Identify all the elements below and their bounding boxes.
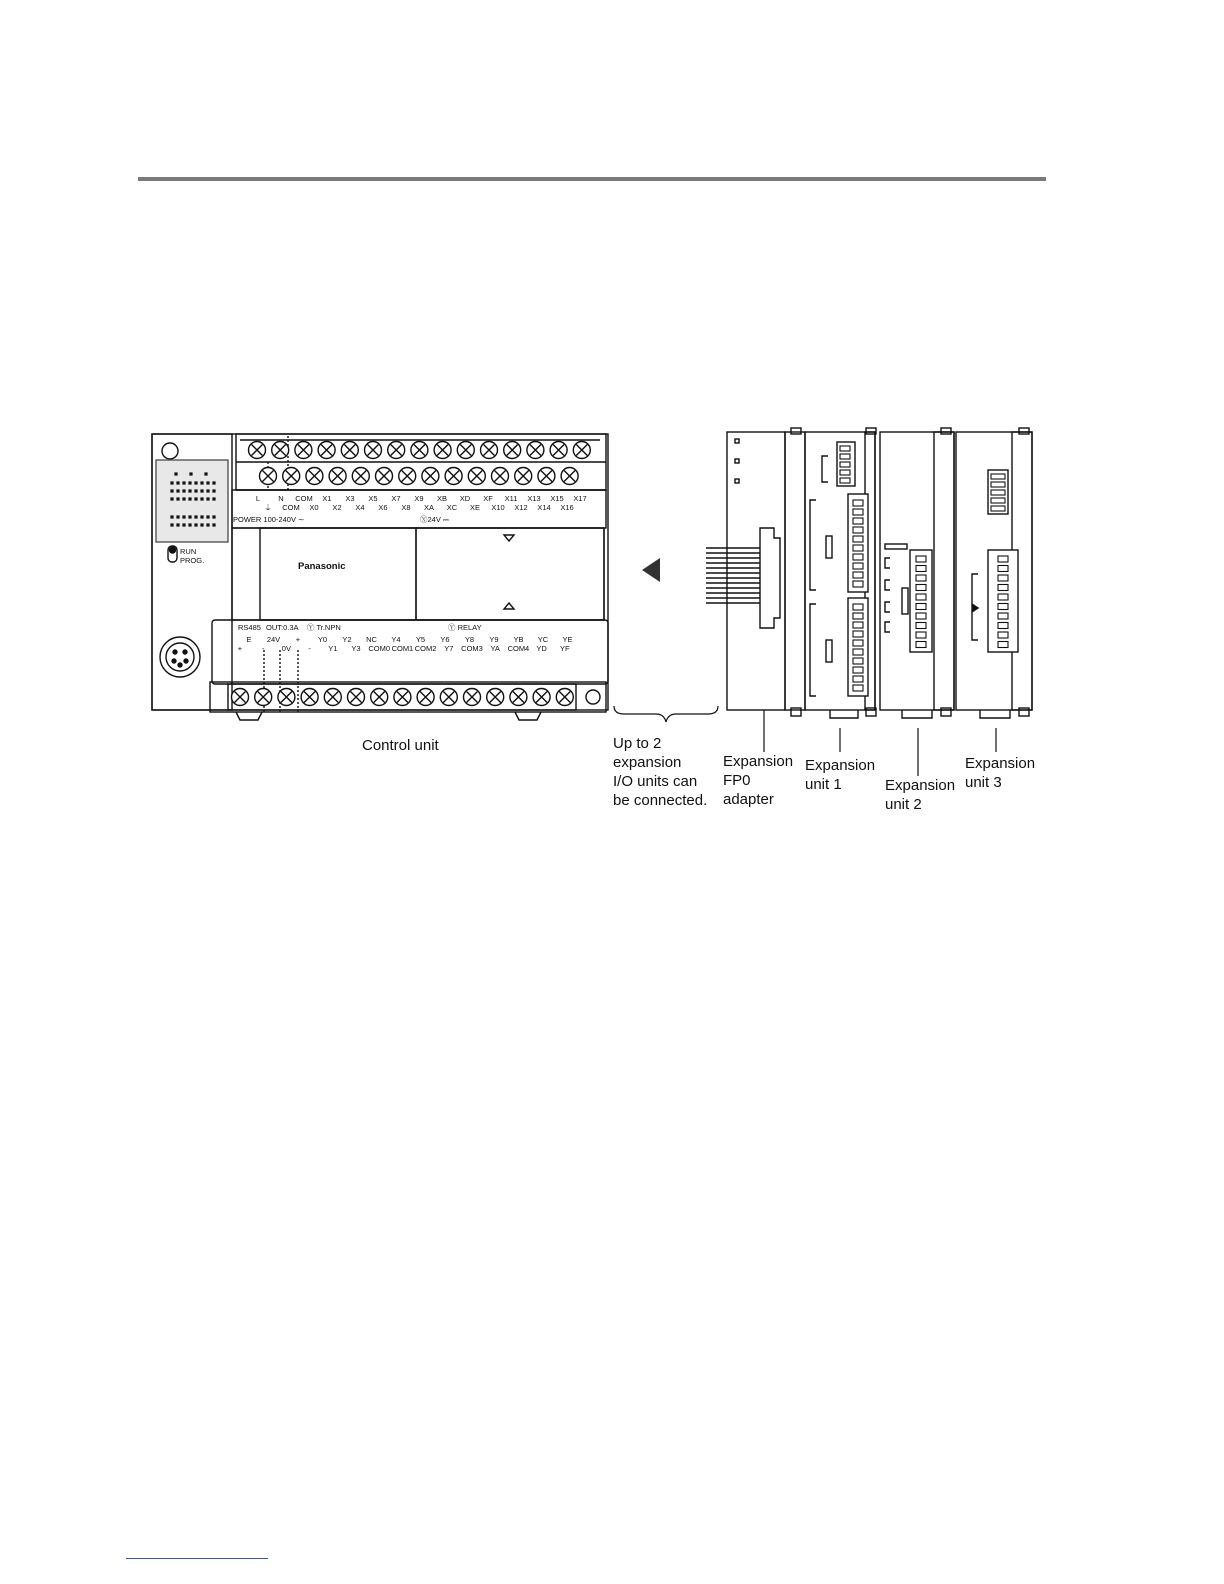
expansion-unit-2-caption — [885, 776, 955, 814]
led-indicator — [194, 481, 197, 484]
led-indicator — [204, 472, 207, 475]
brand-logo: Panasonic — [298, 561, 346, 572]
connector-pin — [853, 658, 863, 664]
terminal-screw-icon — [411, 442, 428, 459]
terminal-label: YE — [562, 635, 573, 644]
connector-pin — [853, 572, 863, 578]
top-terminal-screws-row1 — [249, 442, 591, 459]
connector-pin — [840, 470, 850, 475]
terminal-label: YD — [536, 644, 547, 653]
expansion-note-line: expansion — [613, 754, 682, 771]
terminal-label: X17 — [573, 494, 587, 503]
connector-pin — [853, 509, 863, 515]
terminal-label: COM0 — [368, 644, 391, 653]
connector-pin — [916, 642, 926, 648]
terminal-label: 24V — [266, 635, 281, 644]
caption-line: unit 3 — [965, 774, 1002, 791]
terminal-screw-icon — [232, 689, 249, 706]
terminal-screw-icon — [510, 689, 527, 706]
led-indicator — [188, 523, 191, 526]
terminal-label: X8 — [401, 503, 411, 512]
run-label: RUN — [180, 547, 197, 556]
terminal-label: Y8 — [464, 635, 475, 644]
terminal-label: XE — [469, 503, 481, 512]
terminal-screw-icon — [550, 442, 567, 459]
terminal-label: COM1 — [391, 644, 414, 653]
terminal-label: 0V — [281, 644, 291, 653]
insert-arrow-icon — [642, 558, 660, 582]
led-indicator — [200, 481, 203, 484]
caption-line: unit 2 — [885, 796, 922, 813]
terminal-label: ⏚ — [264, 503, 272, 512]
terminal-screw-icon — [272, 442, 289, 459]
terminal-screw-icon — [278, 689, 295, 706]
terminal-label: COM — [295, 494, 313, 503]
terminal-screw-icon — [255, 689, 272, 706]
expansion-unit-1-caption — [805, 756, 875, 794]
connector-pin — [840, 462, 850, 467]
expansion-assembly — [706, 428, 1032, 718]
terminal-label: NC — [366, 635, 377, 644]
expansion-note-line: be connected. — [613, 792, 708, 809]
terminal-label: Y0 — [317, 635, 328, 644]
terminal-label: X16 — [560, 503, 574, 512]
terminal-screw-icon — [515, 468, 532, 485]
led-indicator — [206, 515, 209, 518]
terminal-screw-icon — [504, 442, 521, 459]
terminal-label: Y5 — [415, 635, 426, 644]
terminal-screw-icon — [371, 689, 388, 706]
connector-pin — [853, 631, 863, 637]
led-indicator — [212, 523, 215, 526]
connector-pin — [998, 613, 1008, 619]
led-indicator — [170, 489, 173, 492]
terminal-label: X15 — [550, 494, 564, 503]
led-indicator — [194, 497, 197, 500]
terminal-screw-icon — [440, 689, 457, 706]
input-supply-label: Ⓧ24V ⎓ — [420, 515, 449, 524]
terminal-label: X0 — [309, 503, 319, 512]
terminal-screw-icon — [260, 468, 277, 485]
led-indicator — [170, 481, 173, 484]
terminal-label: - — [308, 644, 311, 653]
led-indicator — [212, 489, 215, 492]
connector-pin — [998, 642, 1008, 648]
terminal-screw-icon — [464, 689, 481, 706]
connector-pin — [853, 545, 863, 551]
terminal-screw-icon — [573, 442, 590, 459]
connector-pin — [998, 566, 1008, 572]
terminal-label: YA — [490, 644, 500, 653]
terminal-screw-icon — [468, 468, 485, 485]
connector-pin — [916, 594, 926, 600]
terminal-label: Y1 — [328, 644, 338, 653]
led-indicator — [176, 515, 179, 518]
connector-pin — [853, 649, 863, 655]
connector-pin — [916, 575, 926, 581]
connector-pin — [853, 613, 863, 619]
terminal-screw-icon — [556, 689, 573, 706]
led-indicator — [170, 523, 173, 526]
led-indicator — [206, 489, 209, 492]
connector-pin — [853, 527, 863, 533]
connector-pin — [991, 474, 1005, 479]
led-indicator — [189, 472, 192, 475]
led-indicator — [176, 489, 179, 492]
led-indicator — [206, 497, 209, 500]
terminal-screw-icon — [394, 689, 411, 706]
terminal-label: X10 — [491, 503, 505, 512]
caption-line: Expansion — [723, 753, 794, 770]
led-indicator — [212, 481, 215, 484]
connector-pin — [916, 623, 926, 629]
terminal-label: X9 — [414, 494, 424, 503]
terminal-label: + — [295, 635, 301, 644]
out-current-label: OUT:0.3A — [266, 623, 299, 632]
terminal-screw-icon — [457, 442, 474, 459]
terminal-screw-icon — [295, 442, 312, 459]
terminal-screw-icon — [487, 689, 504, 706]
terminal-label: Y9 — [489, 635, 499, 644]
led-indicator — [212, 497, 215, 500]
led-panel — [156, 460, 228, 542]
terminal-label: XC — [446, 503, 458, 512]
expansion-unit-3-caption — [965, 754, 1035, 792]
connector-pin — [991, 482, 1005, 487]
connector-pin — [916, 566, 926, 572]
terminal-label: XD — [459, 494, 471, 503]
terminal-label: - — [261, 644, 265, 653]
terminal-label: X12 — [514, 503, 528, 512]
connector-pin — [998, 585, 1008, 591]
connector-pin — [853, 500, 863, 506]
led-indicator — [170, 515, 173, 518]
terminal-screw-icon — [376, 468, 393, 485]
terminal-label: YB — [513, 635, 524, 644]
led-indicator — [182, 523, 185, 526]
caption-line: Expansion — [805, 757, 876, 774]
connector-pin — [998, 632, 1008, 638]
led-indicator — [200, 497, 203, 500]
terminal-label: X11 — [504, 494, 518, 503]
terminal-screw-icon — [388, 442, 405, 459]
led-indicator — [176, 497, 179, 500]
terminal-label: COM2 — [414, 644, 437, 653]
terminal-screw-icon — [399, 468, 416, 485]
connector-pin — [998, 556, 1008, 562]
terminal-label: X6 — [378, 503, 388, 512]
led-indicator — [182, 481, 185, 484]
connector-pin — [853, 676, 863, 682]
led-indicator — [170, 497, 173, 500]
connector-pin — [998, 604, 1008, 610]
caption-line: Expansion — [965, 755, 1036, 772]
terminal-label: X7 — [391, 494, 401, 503]
terminal-label: L — [255, 494, 261, 503]
terminal-screw-icon — [324, 689, 341, 706]
terminal-label: COM — [282, 503, 300, 512]
connector-pin — [998, 623, 1008, 629]
terminal-label: N — [278, 494, 284, 503]
expansion-note-line: Up to 2 — [613, 735, 662, 752]
terminal-screw-icon — [422, 468, 439, 485]
terminal-screw-icon — [283, 468, 300, 485]
led-indicator — [188, 515, 191, 518]
terminal-screw-icon — [365, 442, 382, 459]
terminal-screw-icon — [329, 468, 346, 485]
led-indicator — [200, 515, 203, 518]
terminal-screw-icon — [249, 442, 266, 459]
terminal-label: X3 — [345, 494, 355, 503]
led-indicator — [174, 472, 177, 475]
led-indicator — [206, 523, 209, 526]
connector-pin — [853, 640, 863, 646]
connector-pin — [853, 622, 863, 628]
terminal-label: X4 — [355, 503, 365, 512]
led-indicator — [188, 481, 191, 484]
terminal-screw-icon — [306, 468, 323, 485]
brace — [614, 706, 718, 722]
terminal-label: E — [246, 635, 252, 644]
led-indicator — [200, 523, 203, 526]
terminal-label: X13 — [527, 494, 541, 503]
connector-pin — [916, 556, 926, 562]
connector-pin — [853, 581, 863, 587]
led-indicator — [194, 489, 197, 492]
terminal-screw-icon — [301, 689, 318, 706]
connector-pin — [991, 498, 1005, 503]
connector-pin — [991, 506, 1005, 511]
connector-pin — [853, 536, 863, 542]
power-label: POWER 100-240V ∼ — [233, 515, 305, 524]
led-indicator — [212, 515, 215, 518]
terminal-label: X1 — [322, 494, 332, 503]
led-indicator — [206, 481, 209, 484]
fp0-adapter-caption — [723, 752, 793, 809]
connector-pin — [916, 632, 926, 638]
terminal-screw-icon — [527, 442, 544, 459]
expansion-note-caption — [613, 734, 707, 810]
led-indicator — [200, 489, 203, 492]
terminal-label: X2 — [332, 503, 342, 512]
led-indicator — [188, 489, 191, 492]
terminal-screw-icon — [434, 442, 451, 459]
terminal-label: YF — [560, 644, 570, 653]
led-indicator — [182, 497, 185, 500]
connector-pin — [853, 518, 863, 524]
terminal-label: XA — [423, 503, 435, 512]
connector-pin — [840, 446, 850, 451]
terminal-label: YC — [537, 635, 549, 644]
connector-pin — [853, 604, 863, 610]
terminal-screw-icon — [352, 468, 369, 485]
terminal-screw-icon — [348, 689, 365, 706]
led-indicator — [182, 515, 185, 518]
led-indicator — [194, 515, 197, 518]
led-indicator — [176, 481, 179, 484]
connector-pin — [853, 685, 863, 691]
rs485-label: RS485 — [238, 623, 261, 632]
terminal-label: XF — [483, 494, 493, 503]
caption-line: adapter — [723, 791, 774, 808]
terminal-label: XB — [436, 494, 448, 503]
led-indicator — [182, 489, 185, 492]
led-indicator — [188, 497, 191, 500]
caption-line: unit 1 — [805, 776, 842, 793]
ribbon-cable — [706, 548, 760, 603]
terminal-screw-icon — [492, 468, 509, 485]
connector-pin — [998, 575, 1008, 581]
relay-label: Ⓨ RELAY — [448, 623, 482, 632]
connector-pin — [853, 554, 863, 560]
connector-pin — [991, 490, 1005, 495]
connector-pin — [916, 613, 926, 619]
terminal-label: COM3 — [461, 644, 483, 653]
connector-pin — [840, 454, 850, 459]
connector-pin — [853, 667, 863, 673]
terminal-screw-icon — [561, 468, 578, 485]
expansion-note-line: I/O units can — [613, 773, 698, 790]
connector-pin — [998, 594, 1008, 600]
terminal-label: Y3 — [351, 644, 361, 653]
footer-link-underline — [126, 1558, 268, 1559]
terminal-label: Y7 — [444, 644, 454, 653]
caption-line: FP0 — [723, 772, 751, 789]
terminal-label: Y4 — [391, 635, 401, 644]
terminal-label: Y2 — [342, 635, 352, 644]
led-indicator — [194, 523, 197, 526]
control-unit-caption: Control unit — [362, 737, 439, 754]
terminal-screw-icon — [318, 442, 335, 459]
connector-pin — [840, 478, 850, 483]
connector-pin — [853, 563, 863, 569]
prog-label: PROG. — [180, 556, 205, 565]
terminal-screw-icon — [445, 468, 462, 485]
terminal-label: X5 — [368, 494, 378, 503]
terminal-screw-icon — [417, 689, 434, 706]
caption-line: Expansion — [885, 777, 956, 794]
bottom-terminal-screws — [232, 689, 574, 706]
terminal-label: + — [237, 644, 243, 653]
terminal-screw-icon — [538, 468, 555, 485]
terminal-screw-icon — [341, 442, 358, 459]
connector-pin — [916, 604, 926, 610]
terminal-label: Y6 — [440, 635, 450, 644]
led-indicator — [176, 523, 179, 526]
connector-pin — [916, 585, 926, 591]
terminal-label: X14 — [537, 503, 551, 512]
tr-npn-label: Ⓨ Tr.NPN — [307, 623, 341, 632]
terminal-screw-icon — [481, 442, 498, 459]
terminal-label: COM4 — [507, 644, 530, 653]
terminal-screw-icon — [533, 689, 550, 706]
